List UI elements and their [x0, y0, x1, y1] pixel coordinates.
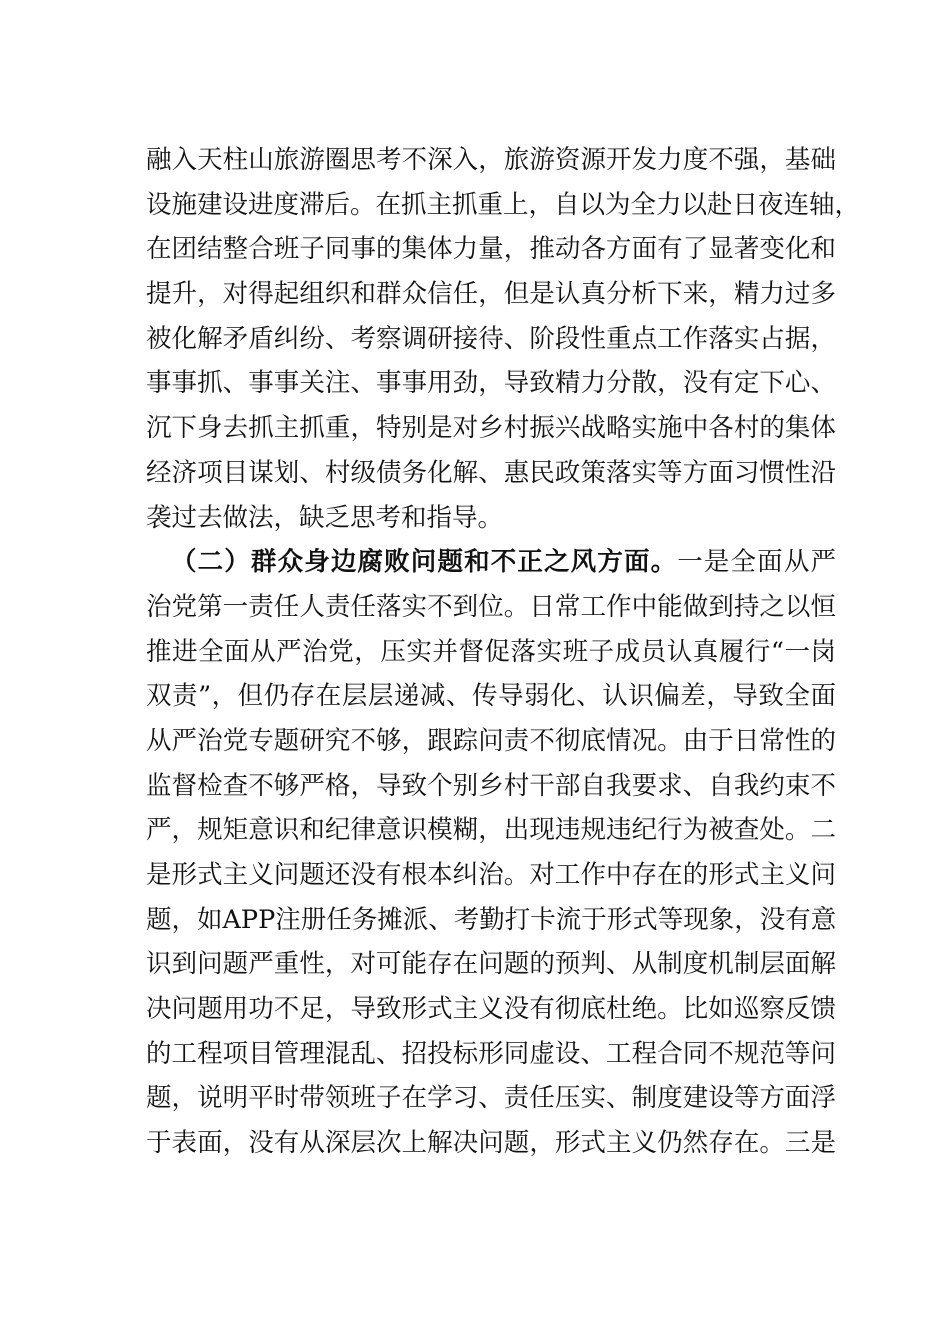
text-line: 融入天柱山旅游圈思考不深入，旅游资源开发力度不强，基础 — [146, 145, 836, 175]
text-line: 题，如APP注册任务摊派、考勤打卡流于形式等现象，没有意 — [146, 904, 837, 935]
text-line: 监督检查不够严格，导致个别乡村干部自我要求、自我约束不 — [146, 770, 836, 801]
text-line: 推进全面从严治党，压实并督促落实班子成员认真履行“一岗 — [146, 636, 836, 667]
section-heading: （二）群众身边腐败问题和不正之风方面。 — [171, 547, 678, 578]
text-line: 袭过去做法，缺乏思考和指导。 — [146, 502, 504, 533]
text-line: 设施建设进度滞后。在抓主抓重上，自以为全力以赴日夜连轴， — [146, 189, 861, 220]
text-line: 严，规矩意识和纪律意识模糊，出现违规违纪行为被查处。二 — [146, 815, 836, 846]
text-line: 在团结整合班子同事的集体力量，推动各方面有了显著变化和 — [146, 234, 836, 265]
text-line: 的工程项目管理混乱、招投标形同虚设、工程合同不规范等问 — [146, 1038, 836, 1069]
text-line: 从严治党专题研究不够，跟踪问责不彻底情况。由于日常性的 — [146, 725, 836, 756]
text-line: 双责”，但仍存在层层递减、传导弱化、认识偏差，导致全面 — [146, 681, 836, 712]
text-line: 沉下身去抓主抓重，特别是对乡村振兴战略实施中各村的集体 — [146, 413, 836, 444]
body-text — [146, 138, 861, 1166]
paragraph-2-first-line — [146, 540, 836, 585]
text-line: 提升，对得起组织和群众信任，但是认真分析下来，精力过多 — [146, 279, 836, 310]
text-line: 治党第一责任人责任落实不到位。日常工作中能做到持之以恒 — [146, 591, 836, 622]
text-run: 一是全面从严 — [677, 547, 836, 578]
text-line: 事事抓、事事关注、事事用劲，导致精力分散，没有定下心、 — [146, 368, 836, 399]
text-line: 于表面，没有从深层次上解决问题，形式主义仍然存在。三是 — [146, 1128, 836, 1159]
text-line: 经济项目谋划、村级债务化解、惠民政策落实等方面习惯性沿 — [146, 457, 836, 488]
text-line: 被化解矛盾纠纷、考察调研接待、阶段性重点工作落实占据， — [146, 323, 836, 354]
paragraph-1 — [146, 138, 861, 540]
text-line: 识到问题严重性，对可能存在问题的预判、从制度机制层面解 — [146, 949, 836, 980]
text-line: 决问题用功不足，导致形式主义没有彻底杜绝。比如巡察反馈 — [146, 994, 836, 1025]
paragraph-2 — [146, 540, 836, 1166]
text-line: 是形式主义问题还没有根本纠治。对工作中存在的形式主义问 — [146, 860, 836, 890]
text-line: 题，说明平时带领班子在学习、责任压实、制度建设等方面浮 — [146, 1083, 836, 1114]
